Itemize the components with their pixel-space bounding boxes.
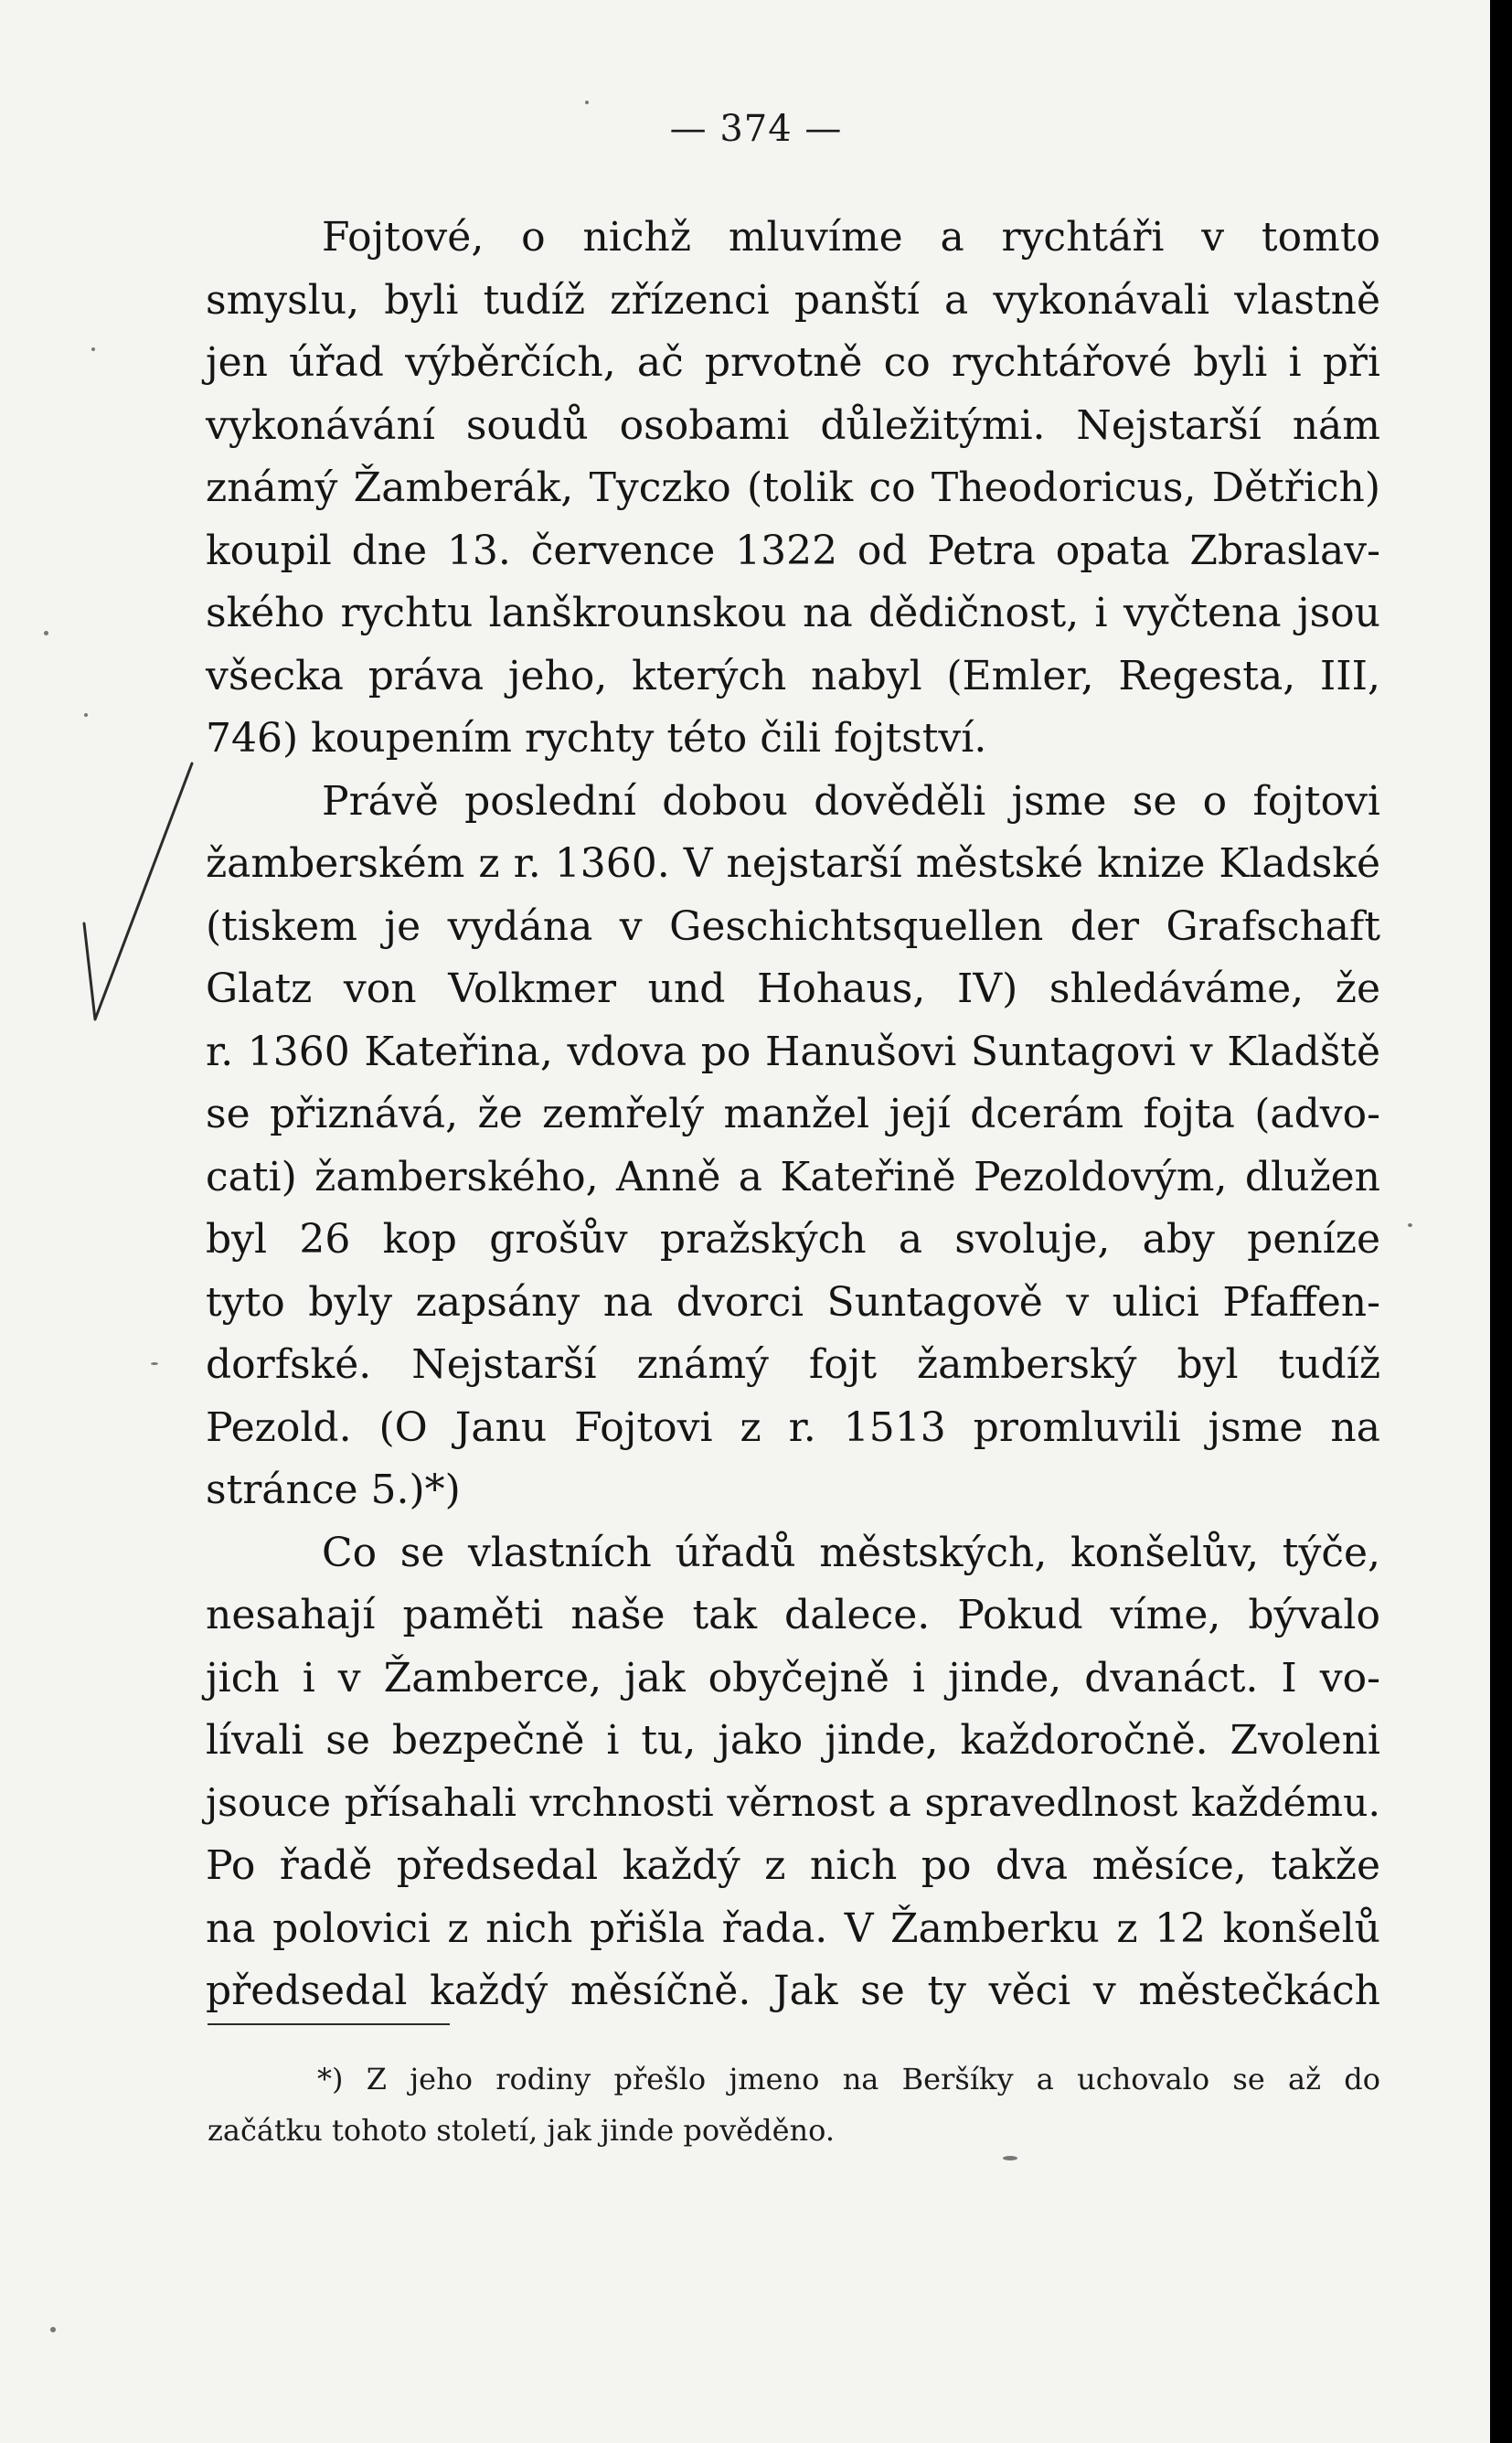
text-line: Právě poslední dobou dověděli jsme se o fojtovi <box>322 777 1380 825</box>
text-line: smyslu, byli tudíž zřízenci panští a vykonávali vlastně <box>206 276 1380 324</box>
text-line: jsouce přísahali vrchnosti věrnost a spravedlnost každému. <box>206 1780 1380 1826</box>
text-line: jich i v Žamberce, jak obyčejně i jinde, dvanáct. I vo- <box>206 1654 1380 1702</box>
text-line: známý Žamberák, Tyczko (tolik co Theodoricus, Dětřich) <box>206 464 1380 511</box>
scan-border <box>1490 0 1512 2443</box>
body-text <box>206 207 1380 2023</box>
text-line: se přiznává, že zemřelý manžel její dcerám fojta (advo- <box>206 1091 1380 1137</box>
text-line: ského rychtu lanškrounskou na dědičnost, i vyčtena jsou <box>206 590 1380 636</box>
text-line: (tiskem je vydána v Geschichtsquellen der Grafschaft <box>206 902 1380 950</box>
text-line: 746) koupením rychty této čili fojtství. <box>206 715 987 762</box>
scan-speck <box>1408 1223 1412 1227</box>
text-line: r. 1360 Kateřina, vdova po Hanušovi Suntagovi v Kladště <box>206 1028 1380 1075</box>
text-line: Fojtové, o nichž mluvíme a rychtáři v tomto <box>322 214 1380 261</box>
footnote-divider <box>208 2023 450 2025</box>
text-line: lívali se bezpečně i tu, jako jinde, každoročně. Zvoleni <box>206 1717 1380 1764</box>
scan-speck <box>1003 2156 1017 2160</box>
text-line: nesahají paměti naše tak dalece. Pokud víme, bývalo <box>206 1592 1380 1638</box>
footnote-line: začátku tohoto století, jak jinde pověděno. <box>208 2113 836 2148</box>
text-line: všecka práva jeho, kterých nabyl (Emler, Regesta, III, <box>206 652 1380 699</box>
scan-speck <box>84 713 88 717</box>
text-line: tyto byly zapsány na dvorci Suntagově v ulici Pfaffen- <box>206 1278 1380 1326</box>
text-line: Co se vlastních úřadů městských, konšelův, týče, <box>322 1529 1380 1576</box>
text-line: na polovici z nich přišla řada. V Žamberku z 12 konšelů <box>206 1904 1380 1952</box>
footnote-line: *) Z jeho rodiny přešlo jmeno na Beršíky a uchovalo se až do <box>317 2062 1380 2096</box>
text-line: Glatz von Volkmer und Hohaus, IV) shledáváme, že <box>206 965 1380 1012</box>
text-line: dorfské. Nejstarší známý fojt žamberský byl tudíž <box>206 1341 1380 1388</box>
text-line: koupil dne 13. července 1322 od Petra opata Zbraslav- <box>206 527 1380 574</box>
text-line: Po řadě předsedal každý z nich po dva měsíce, takže <box>206 1842 1380 1889</box>
text-line: předsedal každý měsíčně. Jak se ty věci v městečkách <box>206 1968 1380 2014</box>
scan-speck <box>50 2327 56 2332</box>
text-line: žamberském z r. 1360. V nejstarší městské knize Kladské <box>206 840 1380 887</box>
text-line: byl 26 kop grošův pražských a svoluje, aby peníze <box>206 1216 1380 1263</box>
handwritten-check-mark <box>55 745 201 1038</box>
text-line: Pezold. (O Janu Fojtovi z r. 1513 promluvili jsme na <box>206 1403 1380 1451</box>
page-number: — 374 — <box>669 108 843 150</box>
scan-speck <box>44 631 48 635</box>
footnote <box>208 2054 1380 2156</box>
scan-speck <box>91 347 95 351</box>
scan-speck <box>585 101 589 104</box>
text-line: jen úřad výběrčích, ač prvotně co rychtářové byli i při <box>206 339 1380 386</box>
text-line: vykonávání soudů osobami důležitými. Nejstarší nám <box>206 401 1380 449</box>
text-line: cati) žamberského, Anně a Kateřině Pezoldovým, dlužen <box>206 1153 1380 1200</box>
text-line: stránce 5.)*) <box>206 1467 461 1513</box>
scan-speck <box>151 1362 158 1365</box>
